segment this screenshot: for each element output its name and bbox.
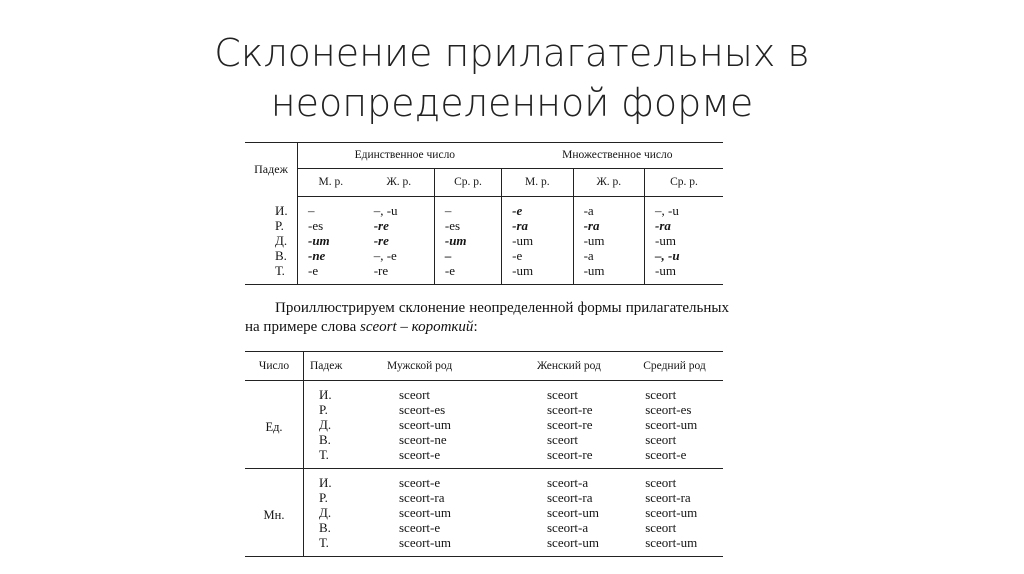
plural-group-header: Множественное число — [502, 143, 723, 169]
masculine-form: sceort-ne — [399, 432, 447, 447]
case-label: Р. — [319, 490, 328, 505]
ending-cell — [645, 197, 724, 219]
masculine-form: sceort-ra — [399, 490, 445, 505]
ending-cell — [645, 263, 724, 285]
feminine-form: sceort-a — [547, 520, 589, 535]
masculine-form: sceort-e — [399, 520, 441, 535]
ending-text: -re — [373, 233, 389, 248]
masculine-form: sceort-e — [369, 469, 517, 491]
neuter-form: sceort-es — [645, 402, 692, 417]
case-label: В. — [245, 248, 298, 263]
case-label: Д. — [319, 417, 332, 432]
ending-text: -um — [583, 263, 605, 278]
case-label: Р. — [319, 402, 328, 417]
ending-cell — [364, 233, 435, 248]
case-label: В. — [319, 520, 331, 535]
number-label: Мн. — [245, 469, 304, 557]
ending-cell — [364, 197, 435, 219]
ending-cell — [573, 248, 644, 263]
ending-text: -re — [373, 218, 389, 233]
gender-header: Ср. р. — [434, 169, 501, 197]
feminine-form: sceort-um — [547, 535, 599, 550]
case-label: В. — [319, 432, 331, 447]
neuter-form: sceort-ra — [645, 490, 691, 505]
neuter-form: sceort-e — [645, 447, 687, 462]
feminine-form: sceort-re — [547, 402, 593, 417]
endings-table — [245, 142, 723, 285]
ending-cell — [298, 233, 364, 248]
case-column-header: Падеж — [245, 143, 298, 197]
declension-row — [245, 535, 723, 557]
ending-text: -um — [512, 233, 534, 248]
ending-text: -um — [444, 233, 467, 248]
ending-cell — [645, 248, 724, 263]
ending-cell — [298, 197, 364, 219]
ending-cell — [434, 197, 501, 219]
ending-cell — [298, 218, 364, 233]
declension-row — [245, 417, 723, 432]
ending-text: -um — [308, 233, 330, 248]
feminine-form: sceort — [547, 387, 579, 402]
declension-header-row — [245, 352, 723, 381]
ending-text: -ra — [512, 218, 529, 233]
slide-title-line-2: неопределенной форме — [270, 81, 754, 125]
feminine-form: sceort-re — [547, 447, 593, 462]
scanned-textbook-page — [245, 142, 727, 557]
explanatory-paragraph — [245, 299, 729, 337]
ending-cell — [434, 263, 501, 285]
declension-row — [245, 469, 723, 491]
neuter-form: sceort — [645, 387, 677, 402]
ending-cell — [645, 218, 724, 233]
ending-text: -um — [655, 263, 676, 278]
ending-cell — [645, 233, 724, 248]
ending-text: –, -e — [373, 248, 397, 263]
ending-text: -um — [512, 263, 534, 278]
ending-cell — [502, 218, 573, 233]
ending-cell — [434, 218, 501, 233]
number-label: Ед. — [245, 381, 304, 469]
ending-text: –, -u — [655, 248, 680, 263]
ending-text: -ne — [308, 248, 326, 263]
declension-table-body — [245, 381, 723, 557]
gender-header: М. р. — [298, 169, 364, 197]
masculine-column-header: Мужской род — [369, 352, 517, 381]
ending-text: -e — [512, 203, 523, 218]
paragraph-text: Проиллюстрируем склонение неопределенной формы прилагательных на примере слова — [245, 300, 729, 335]
endings-row — [245, 263, 723, 285]
masculine-form: sceort-um — [399, 505, 451, 520]
declension-row — [245, 520, 723, 535]
declension-row — [245, 432, 723, 447]
endings-row — [245, 233, 723, 248]
number-column-header: Число — [245, 352, 304, 381]
ending-text: – — [444, 203, 452, 218]
ending-text: -a — [583, 203, 594, 218]
ending-text: -um — [655, 233, 676, 248]
declension-row — [245, 402, 723, 417]
ending-cell — [364, 263, 435, 285]
ending-text: -a — [583, 248, 594, 263]
masculine-form: sceort-um — [399, 535, 451, 550]
gender-header: Ж. р. — [573, 169, 644, 197]
neuter-form: sceort — [617, 469, 723, 491]
ending-cell — [573, 218, 644, 233]
feminine-form: sceort-a — [517, 469, 617, 491]
declension-row — [245, 447, 723, 469]
case-label: И. — [319, 387, 332, 402]
neuter-column-header: Средний род — [617, 352, 723, 381]
feminine-form: sceort-ra — [547, 490, 593, 505]
case-label: Т. — [319, 535, 329, 550]
case-label: Т. — [245, 263, 298, 285]
case-label: Т. — [319, 447, 329, 462]
ending-text: -e — [444, 263, 455, 278]
gender-header: М. р. — [502, 169, 573, 197]
neuter-form: sceort-um — [645, 417, 698, 432]
ending-text: -ra — [583, 218, 600, 233]
feminine-form: sceort-re — [547, 417, 593, 432]
case-label: Д. — [319, 505, 332, 520]
ending-cell — [573, 263, 644, 285]
ending-text: –, -u — [655, 203, 679, 218]
declension-row — [245, 381, 723, 403]
case-label: И. — [304, 469, 370, 491]
case-column-header: Падеж — [304, 352, 370, 381]
case-label: И. — [245, 197, 298, 219]
ending-text: – — [308, 203, 315, 218]
masculine-form: sceort-um — [399, 417, 451, 432]
gender-header: Ср. р. — [645, 169, 724, 197]
ending-cell — [502, 233, 573, 248]
slide-title — [0, 28, 1024, 128]
ending-cell — [364, 248, 435, 263]
ending-cell — [502, 197, 573, 219]
ending-text: -e — [308, 263, 319, 278]
singular-group-header: Единственное число — [298, 143, 502, 169]
paragraph-tail: : — [473, 319, 478, 335]
endings-row — [245, 218, 723, 233]
ending-cell — [502, 263, 573, 285]
neuter-form: sceort-um — [645, 505, 698, 520]
ending-cell — [298, 248, 364, 263]
gender-header: Ж. р. — [364, 169, 435, 197]
ending-text: -es — [444, 218, 461, 233]
neuter-form: sceort — [645, 432, 677, 447]
ending-cell — [573, 233, 644, 248]
slide-title-line-1: Склонение прилагательных в — [214, 31, 810, 75]
feminine-form: sceort-um — [547, 505, 599, 520]
example-word: sceort – короткий — [359, 319, 474, 335]
endings-table-body — [245, 197, 723, 285]
feminine-column-header: Женский род — [517, 352, 617, 381]
declension-row — [245, 490, 723, 505]
ending-cell — [434, 248, 501, 263]
ending-text: -ra — [655, 218, 671, 233]
ending-text: -e — [512, 248, 523, 263]
endings-row — [245, 197, 723, 219]
masculine-form: sceort-es — [399, 402, 446, 417]
ending-cell — [502, 248, 573, 263]
case-label: Р. — [245, 218, 298, 233]
ending-cell — [364, 218, 435, 233]
ending-text: –, -u — [373, 203, 398, 218]
masculine-form: sceort — [399, 387, 431, 402]
ending-cell — [298, 263, 364, 285]
ending-text: -es — [308, 218, 324, 233]
masculine-form: sceort-e — [399, 447, 441, 462]
ending-text: – — [444, 248, 452, 263]
sceort-declension-table — [245, 351, 723, 557]
ending-text: -re — [373, 263, 389, 278]
neuter-form: sceort-um — [645, 535, 698, 550]
ending-cell — [573, 197, 644, 219]
endings-row — [245, 248, 723, 263]
feminine-form: sceort — [547, 432, 579, 447]
ending-text: -um — [583, 233, 605, 248]
case-label: Д. — [245, 233, 298, 248]
ending-cell — [434, 233, 501, 248]
declension-row — [245, 505, 723, 520]
gender-header-row — [245, 169, 723, 197]
neuter-form: sceort — [645, 520, 677, 535]
